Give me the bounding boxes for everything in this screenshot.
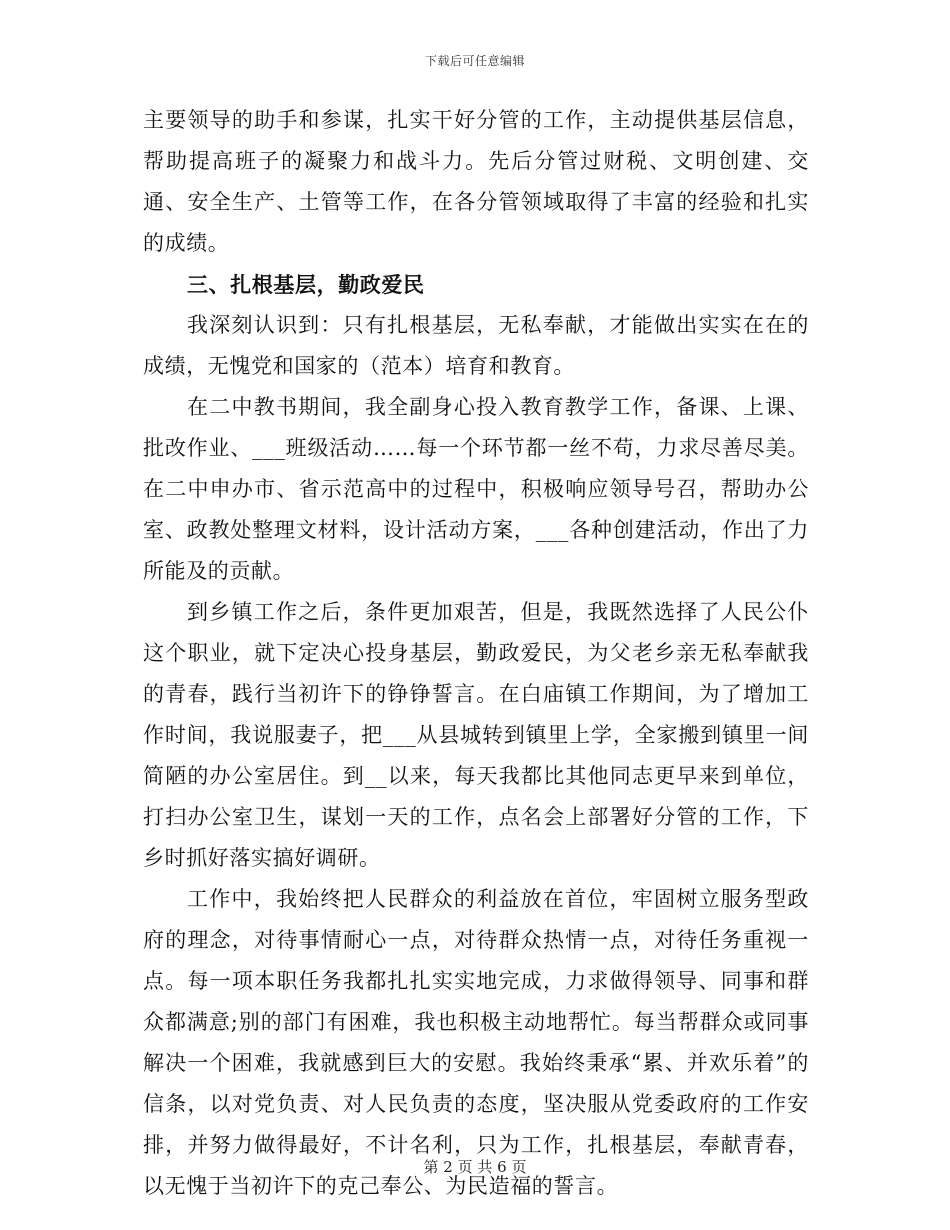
section-heading: 三、扎根基层，勤政爱民 xyxy=(187,272,425,297)
paragraph: 到乡镇工作之后，条件更加艰苦，但是，我既然选择了人民公仆这个职业，就下定决心投身基层，勤政爱民，为父老乡亲无私奉献我的青春，践行当初许下的铮铮誓言。在白庙镇工作期间，为了增加工作时间，我说服妻子，把___从县城转到镇里上学，全家搬到镇里一间简陋的办公室居住。到__以来，每天我都比其他同志更早来到单位，打扫办公室卫生，谋划一天的工作，点名会上部署好分管的工作，下乡时抓好落实搞好调研。 xyxy=(143,600,809,870)
header-note: 下载后可任意编辑 xyxy=(424,54,525,68)
paragraph: 在二中教书期间，我全副身心投入教育教学工作，备课、上课、批改作业、___班级活动……每一个环节都一丝不苟，力求尽善尽美。在二中申办市、省示范高中的过程中，积极响应领导号召，帮助办公室、政教处整理文材料，设计活动方案，___各种创建活动，作出了力所能及的贡献。 xyxy=(143,395,809,583)
paragraph: 工作中，我始终把人民群众的利益放在首位，牢固树立服务型政府的理念，对待事情耐心一点，对待群众热情一点，对待任务重视一点。每一项本职任务我都扎扎实实地完成，力求做得领导、同事和群众都满意;别的部门有困难，我也积极主动地帮忙。每当帮群众或同事解决一个困难，我就感到巨大的安慰。我始终秉承“累、并欢乐着”的信条，以对党负责、对人民负责的态度，坚决服从党委政府的工作安排，并努力做得最好，不计名利，只为工作，扎根基层，奉献青春，以无愧于当初许下的克己奉公、为民造福的誓言。 xyxy=(143,887,809,1198)
paragraph: 我深刻认识到：只有扎根基层，无私奉献，才能做出实实在在的成绩，无愧党和国家的（范本）培育和教育。 xyxy=(143,313,809,378)
document-body xyxy=(143,100,809,1207)
paragraph-continuation: 主要领导的助手和参谋，扎实干好分管的工作，主动提供基层信息，帮助提高班子的凝聚力和战斗力。先后分管过财税、文明创建、交通、安全生产、土管等工作，在各分管领域取得了丰富的经验和扎实的成绩。 xyxy=(143,108,809,255)
page-number: 第 2 页 共 6 页 xyxy=(423,1158,527,1176)
